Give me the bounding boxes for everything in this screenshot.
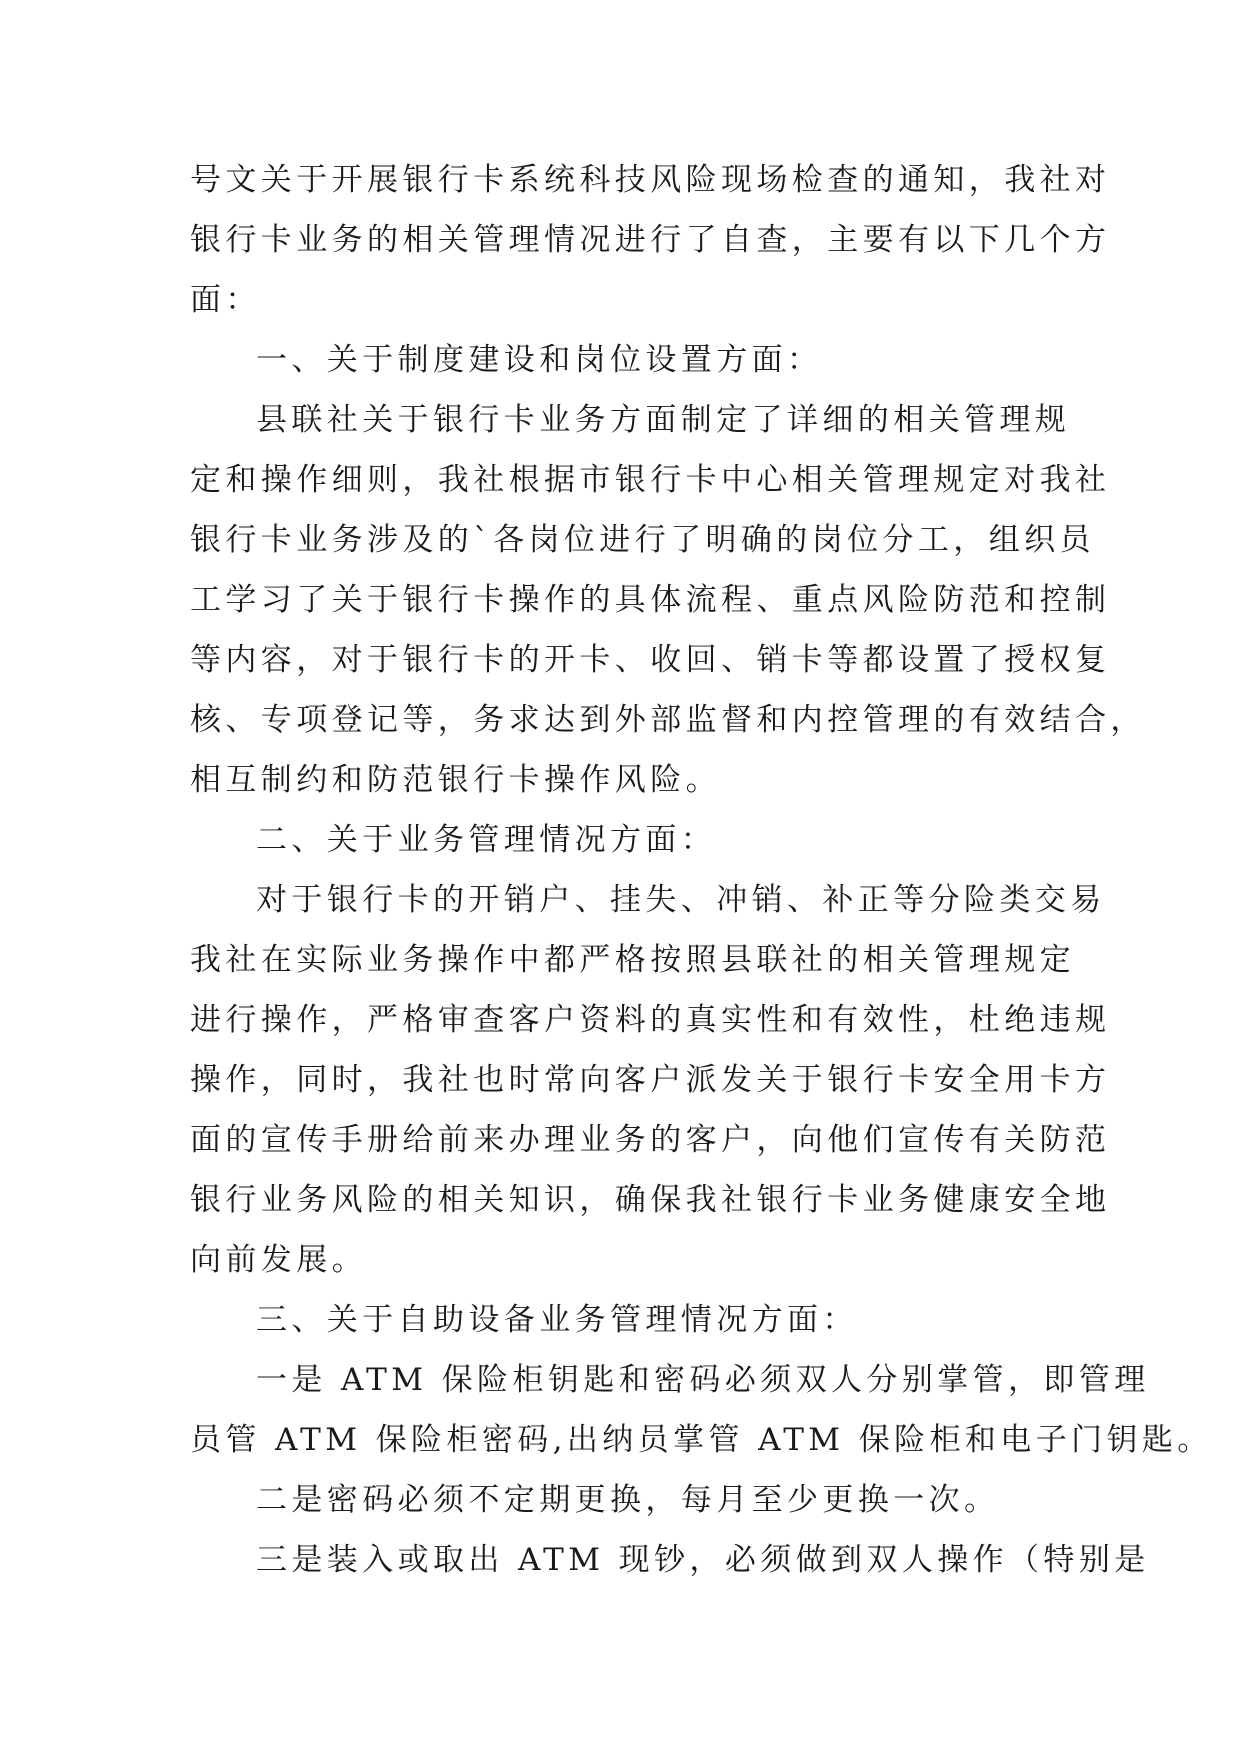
text-line: 号文关于开展银行卡系统科技风险现场检查的通知，我社对 (190, 162, 1111, 198)
text-line: 员管 ATM 保险柜密码,出纳员掌管 ATM 保险柜和电子门钥匙。 (190, 1422, 1213, 1458)
text-line: 一是 ATM 保险柜钥匙和密码必须双人分别掌管，即管理 (256, 1362, 1150, 1398)
text-line: 对于银行卡的开销户、挂失、冲销、补正等分险类交易 (256, 882, 1106, 918)
text-line: 面的宣传手册给前来办理业务的客户，向他们宣传有关防范 (190, 1122, 1111, 1158)
text-line: 银行卡业务涉及的`各岗位进行了明确的岗位分工，组织员 (190, 522, 1095, 558)
text-line: 相互制约和防范银行卡操作风险。 (190, 762, 721, 798)
section-heading-2: 二、关于业务管理情况方面： (256, 822, 717, 858)
section-heading-3: 三、关于自助设备业务管理情况方面： (256, 1302, 858, 1338)
section-heading-1: 一、关于制度建设和岗位设置方面： (256, 342, 823, 378)
text-line: 核、专项登记等，务求达到外部监督和内控管理的有效结合， (190, 702, 1146, 738)
text-line: 银行卡业务的相关管理情况进行了自查，主要有以下几个方 (190, 222, 1111, 258)
text-line: 等内容，对于银行卡的开卡、收回、销卡等都设置了授权复 (190, 642, 1111, 678)
text-line: 定和操作细则，我社根据市银行卡中心相关管理规定对我社 (190, 462, 1111, 498)
text-line: 面： (190, 282, 261, 318)
document-body (190, 150, 1213, 1590)
text-line: 操作，同时，我社也时常向客户派发关于银行卡安全用卡方 (190, 1062, 1111, 1098)
text-line: 三是装入或取出 ATM 现钞，必须做到双人操作（特别是 (256, 1542, 1150, 1578)
text-line: 进行操作，严格审查客户资料的真实性和有效性，杜绝违规 (190, 1002, 1111, 1038)
text-line: 二是密码必须不定期更换，每月至少更换一次。 (256, 1482, 1000, 1518)
text-line: 我社在实际业务操作中都严格按照县联社的相关管理规定 (190, 942, 1075, 978)
text-line: 工学习了关于银行卡操作的具体流程、重点风险防范和控制 (190, 582, 1111, 618)
text-line: 向前发展。 (190, 1242, 367, 1278)
text-line: 银行业务风险的相关知识，确保我社银行卡业务健康安全地 (190, 1182, 1111, 1218)
text-line: 县联社关于银行卡业务方面制定了详细的相关管理规 (256, 402, 1071, 438)
